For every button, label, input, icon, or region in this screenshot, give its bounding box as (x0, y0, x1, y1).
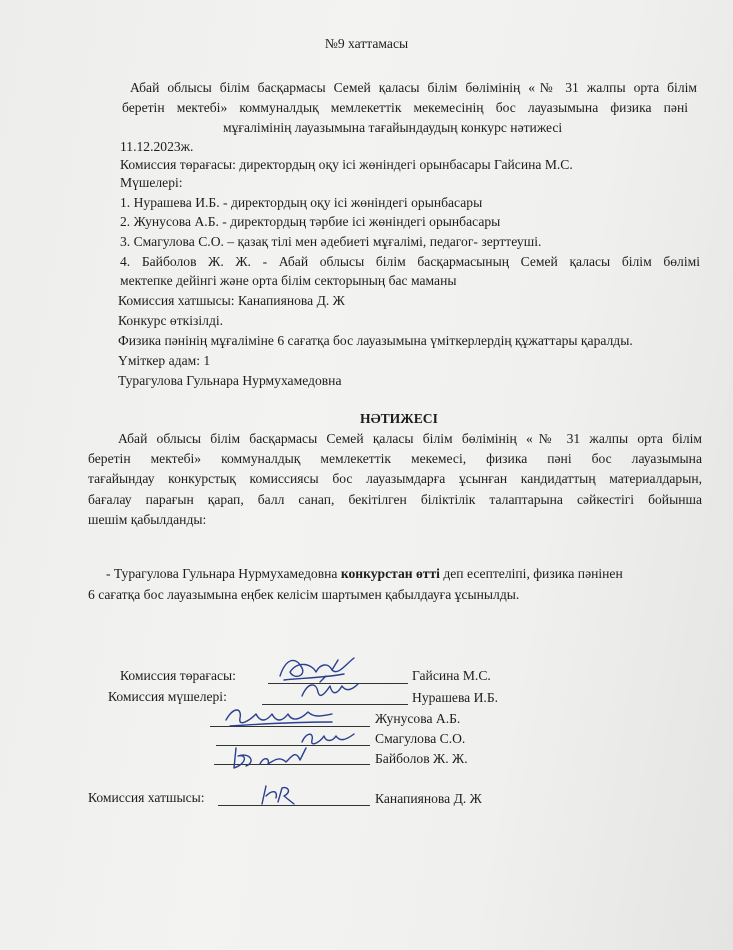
decision-prefix: - Турагулова Гульнара Нурмухамедовна (106, 566, 341, 581)
member-item-2: 2. Жунусова А.Б. - директордың тәрбие ісі жөніндегі орынбасары (120, 214, 501, 229)
member-item-3: 3. Смагулова С.О. – қазақ тілі мен әдебиеті мұғалімі, педагог- зерттеуші. (120, 234, 542, 249)
decision-suffix: деп есептеліпі, физика пәнінен (439, 566, 623, 581)
result-line-1: Абай облысы білім басқармасы Семей қаласы білім бөлімінің «№ 31 жалпы орта білім (118, 431, 702, 446)
result-heading: НӘТИЖЕСІ (360, 411, 438, 426)
decision-passed: конкурстан өтті (340, 566, 440, 581)
members-label: Мүшелері: (120, 175, 183, 190)
member-signature-name-4: Байболов Ж. Ж. (375, 751, 468, 766)
documents-reviewed-line: Физика пәнінің мұғаліміне 6 сағатқа бос лауазымына үміткерлердің құжаттары қаралды. (118, 333, 633, 348)
protocol-date: 11.12.2023ж. (120, 139, 194, 154)
result-line-4: бағалау парағын қарап, балл санап, бекітілген біліктілік талаптарына сәйкестігі бойынша (88, 492, 702, 507)
decision-line-1 (106, 565, 623, 583)
member-signature-name-3: Смагулова С.О. (375, 731, 466, 746)
commission-chair-line: Комиссия төрағасы: директордың оқу ісі жөніндегі орынбасары Гайсина М.С. (120, 157, 573, 172)
secretary-signature-label: Комиссия хатшысы: (88, 790, 205, 805)
result-line-3: тағайындау конкурстық комиссиясы бос лауазымдарға ұсынған кандидаттың материалдарын, (88, 471, 702, 486)
candidate-name: Турагулова Гульнара Нурмухамедовна (118, 373, 342, 388)
secretary-line: Комиссия хатшысы: Канапиянова Д. Ж (118, 293, 345, 308)
member-signature-name-2: Жунусова А.Б. (375, 711, 461, 726)
secretary-signature-name: Канапиянова Д. Ж (375, 791, 482, 806)
protocol-number-title: №9 хаттамасы (324, 36, 409, 51)
heading-line-1: Абай облысы білім басқармасы Семей қаласы білім бөлімінің «№ 31 жалпы орта білім (130, 80, 697, 95)
member-signature-image-4 (226, 740, 316, 774)
result-line-5: шешім қабылданды: (88, 512, 207, 527)
secretary-signature-image (254, 780, 304, 810)
member-item-1: 1. Нурашева И.Б. - директордың оқу ісі жөніндегі орынбасары (120, 195, 483, 210)
contest-held-line: Конкурс өткізілді. (118, 313, 224, 328)
member-item-4-line-1: 4. Байболов Ж. Ж. - Абай облысы білім басқармасының Семей қаласы білім бөлімі (120, 254, 700, 269)
members-signature-label: Комиссия мүшелері: (108, 689, 227, 704)
chair-signature-label: Комиссия төрағасы: (120, 668, 236, 683)
candidates-count-line: Үміткер адам: 1 (118, 353, 211, 368)
decision-line-2: 6 сағатқа бос лауазымына еңбек келісім шартымен қабылдауға ұсынылды. (88, 587, 520, 602)
member-signature-name-1: Нурашева И.Б. (412, 690, 499, 705)
chair-signature-name: Гайсина М.С. (412, 668, 491, 683)
result-line-2: беретін мектебі» коммуналдық мемлекеттік мекемесі, физика пәні бос лауазымына (88, 451, 702, 466)
member-item-4-line-2: мектепке дейінгі және орта білім секторының бас маманы (120, 273, 457, 288)
heading-line-2: беретін мектебі» коммуналдық мемлекеттік мекемесінің бос лауазымына физика пәні (122, 100, 688, 115)
heading-line-3: мұғалімінің лауазымына тағайындаудың конкурс нәтижесі (223, 120, 563, 135)
